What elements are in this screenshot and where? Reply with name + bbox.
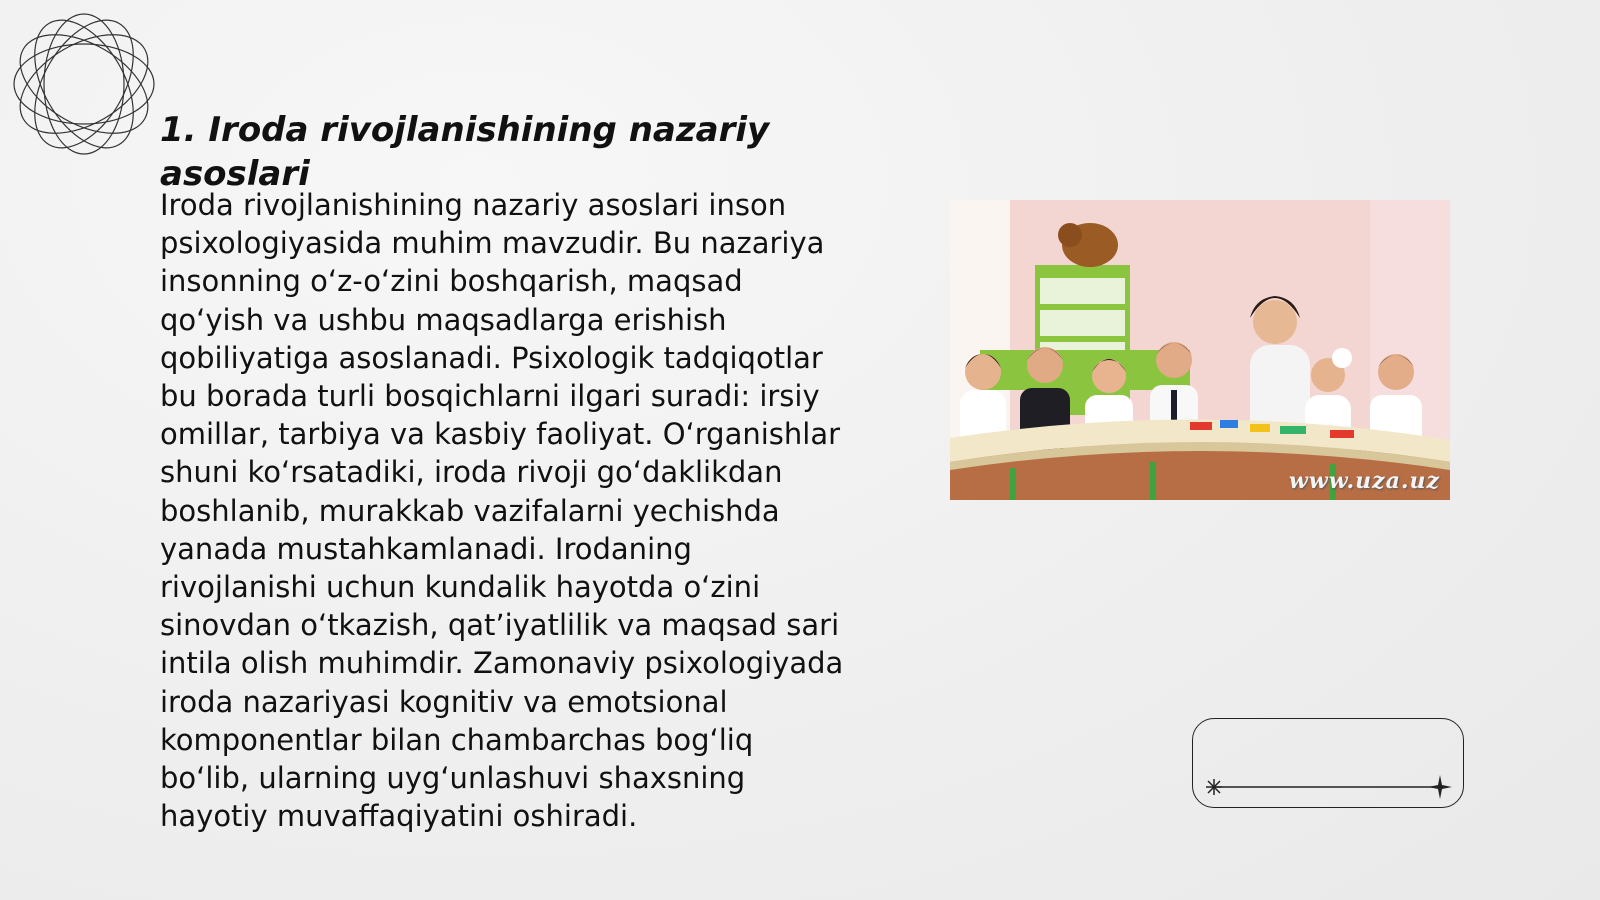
slide-body-text: Iroda rivojlanishining nazariy asoslari inson psixologiyasida muhim mavzudir. Bu nazariya insonning o‘z-o‘zini boshqarish, maqsad qo‘yish va ushbu maqsadlarga erishish qobiliyatiga asoslanadi. Psixologik tadqiqotlar bu borada turli bosqichlarni ilgari suradi: irsiy omillar, tarbiya va kasbiy faoliyat. O‘rganishlar shuni ko‘rsatadiki, iroda rivoji go‘daklikdan boshlanib, murakkab vazifalarni yechishda yanada mustahkamlanadi. Irodaning rivojlanishi uchun kundalik hayotda o‘zini sinovdan o‘tkazish, qat’iyatlilik va maqsad sari intila olish muhimdir. Zamonaviy psixologiyada iroda nazariyasi kognitiv va emotsional komponentlar bilan chambarchas bog‘liq bo‘lib, ularning uyg‘unlashuvi shaxsning hayotiy muvaffaqiyatini oshiradi. xyxy=(160,188,844,834)
classroom-photo xyxy=(950,200,1450,500)
timeline-decoration xyxy=(1192,718,1464,808)
sparkle-icon xyxy=(1206,779,1222,795)
orbit-rings-icon xyxy=(10,10,158,158)
cross-star-icon xyxy=(1428,775,1452,799)
photo-watermark: www.uza.uz xyxy=(1288,468,1440,494)
slide-title: 1. Iroda rivojlanishining nazariy asoslari xyxy=(160,110,770,194)
